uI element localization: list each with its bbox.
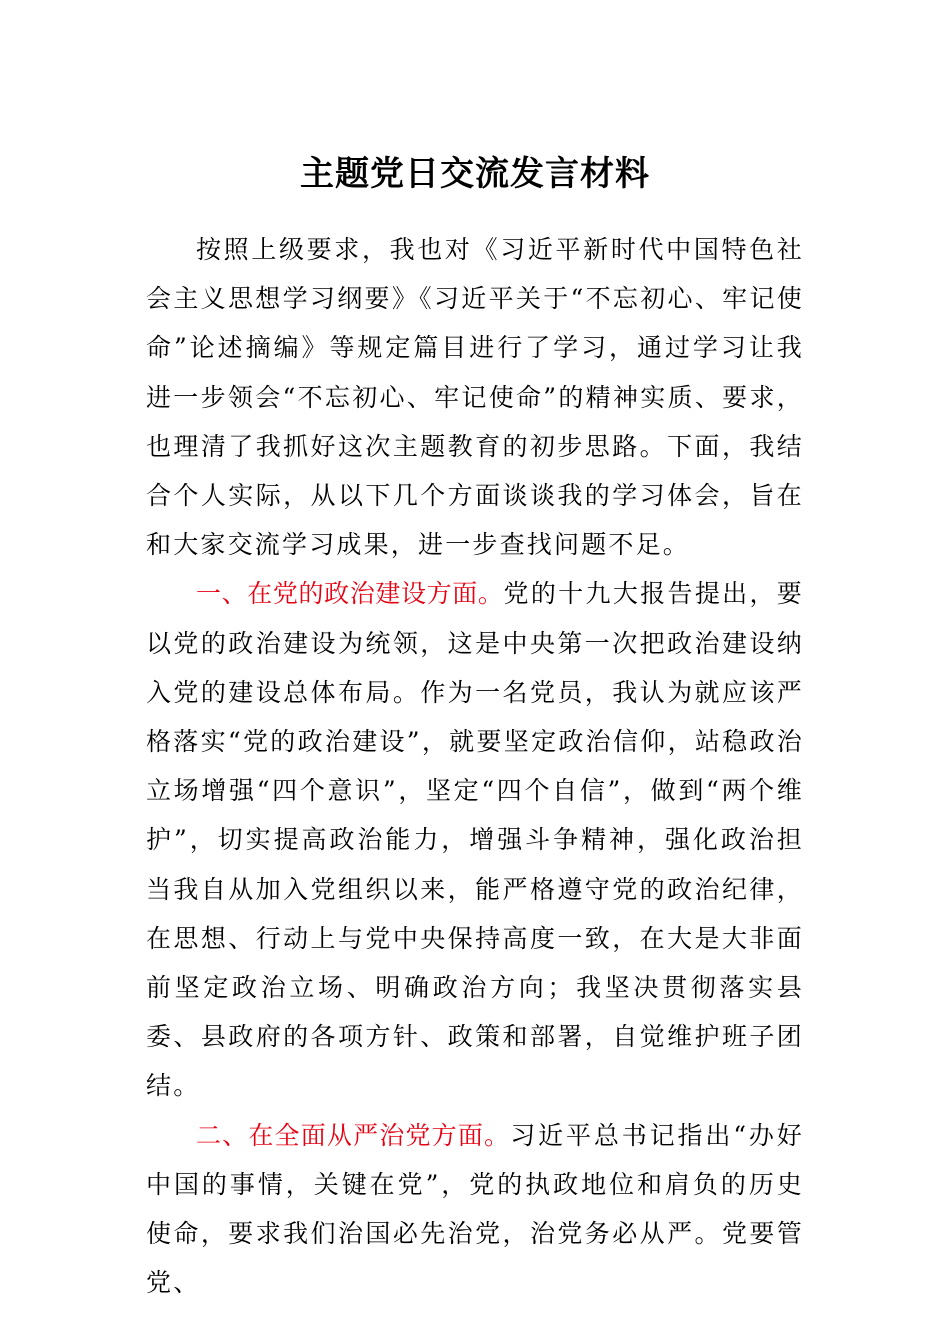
paragraph-political-construction [146, 569, 804, 1110]
paragraph-text: 按照上级要求，我也对《习近平新时代中国特色社会主义思想学习纲要》《习近平关于“不忘初心、牢记使命”论述摘编》等规定篇目进行了学习，通过学习让我进一步领会“不忘初心、牢记使命”的精神实质、要求，也理清了我抓好这次主题教育的初步思路。下面，我结合个人实际，从以下几个方面谈谈我的学习体会，旨在和大家交流学习成果，进一步查找问题不足。 [146, 235, 804, 560]
paragraph-strict-governance [146, 1111, 804, 1308]
paragraph-text: 党的十九大报告提出，要以党的政治建设为统领，这是中央第一次把政治建设纳入党的建设总体布局。作为一名党员，我认为就应该严格落实“党的政治建设”，就要坚定政治信仰，站稳政治立场增强“四个意识”，坚定“四个自信”，做到“两个维护”，切实提高政治能力，增强斗争精神，强化政治担当我自从加入党组织以来，能严格遵守党的政治纪律，在思想、行动上与党中央保持高度一致，在大是大非面前坚定政治立场、明确政治方向；我坚决贯彻落实县委、县政府的各项方针、政策和部署，自觉维护班子团结。 [146, 579, 804, 1101]
document-title: 主题党日交流发言材料 [300, 154, 650, 194]
paragraph-intro [146, 225, 804, 569]
document-body [146, 225, 804, 1307]
section-heading-political-construction: 一、在党的政治建设方面。 [196, 579, 504, 609]
paragraph-text: 习近平总书记指出“办好中国的事情，关键在党”，党的执政地位和肩负的历史使命，要求我们治国必先治党，治党务必从严。党要管党、 [146, 1120, 804, 1298]
section-heading-strict-governance: 二、在全面从严治党方面。 [196, 1120, 511, 1150]
